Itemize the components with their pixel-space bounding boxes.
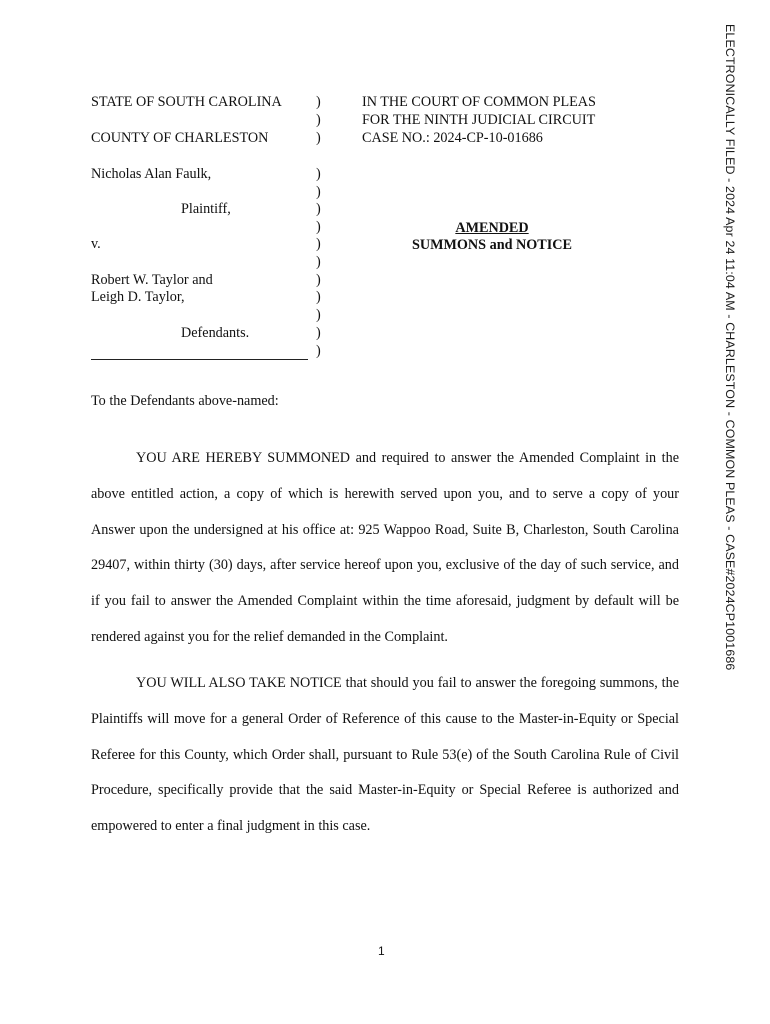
paren: ) bbox=[316, 130, 321, 146]
summons-heading: SUMMONS and NOTICE bbox=[411, 237, 573, 253]
document-title bbox=[406, 220, 578, 254]
paren: ) bbox=[316, 219, 321, 235]
caption-signature-line bbox=[91, 359, 308, 360]
paren: ) bbox=[316, 343, 321, 359]
plaintiff-name: Nicholas Alan Faulk, bbox=[91, 166, 212, 182]
case-number: CASE NO.: 2024-CP-10-01686 bbox=[362, 130, 543, 146]
page-number: 1 bbox=[378, 944, 385, 958]
paren: ) bbox=[316, 166, 321, 182]
paren: ) bbox=[316, 254, 321, 270]
court-name-line2: FOR THE NINTH JUDICIAL CIRCUIT bbox=[362, 112, 596, 128]
paren: ) bbox=[316, 325, 321, 341]
summons-paragraph: YOU ARE HEREBY SUMMONED and required to answer the Amended Complaint in the above entitled action, a copy of which is herewith served upon you, and to serve a copy of your Answer upon the undersigned at his office at: 925 Wappoo Road, Suite B, Charleston, South Carolina 29407, within thirty (30) days, after service hereof upon you, exclusive of the day of such service, and if you fail to answer the Amended Complaint within the time aforesaid, judgment by default will be rendered against you for the relief demanded in the Complaint. bbox=[91, 450, 679, 645]
amended-heading: AMENDED bbox=[455, 220, 529, 236]
versus-label: v. bbox=[91, 236, 101, 252]
court-name-line1: IN THE COURT OF COMMON PLEAS bbox=[362, 94, 596, 110]
paren: ) bbox=[316, 307, 321, 323]
paren: ) bbox=[316, 272, 321, 288]
notice-paragraph: YOU WILL ALSO TAKE NOTICE that should you fail to answer the foregoing summons, the Plaintiffs will move for a general Order of Reference of this cause to the Master-in-Equity or Special Referee for this County, which Order shall, pursuant to Rule 53(e) of the South Carolina Rule of Civil Procedure, specifically provide that the said Master-in-Equity or Special Referee is authorized and empowered to enter a final judgment in this case. bbox=[91, 675, 679, 835]
defendant-role: Defendants. bbox=[181, 325, 250, 341]
paren: ) bbox=[316, 184, 321, 200]
paren: ) bbox=[316, 112, 321, 128]
paren: ) bbox=[316, 236, 321, 252]
defendant-name-line1: Robert W. Taylor and bbox=[91, 272, 213, 288]
defendant-name-line2: Leigh D. Taylor, bbox=[91, 289, 185, 305]
paren: ) bbox=[316, 94, 321, 110]
plaintiff-role: Plaintiff, bbox=[181, 201, 231, 217]
state-label: STATE OF SOUTH CAROLINA bbox=[91, 94, 282, 110]
electronic-filing-stamp: ELECTRONICALLY FILED - 2024 Apr 24 11:04 AM - CHARLESTON - COMMON PLEAS - CASE#2024CP1001686 bbox=[723, 24, 737, 671]
salutation: To the Defendants above-named: bbox=[91, 393, 279, 409]
paren: ) bbox=[316, 289, 321, 305]
paren: ) bbox=[316, 201, 321, 217]
county-label: COUNTY OF CHARLESTON bbox=[91, 130, 269, 146]
